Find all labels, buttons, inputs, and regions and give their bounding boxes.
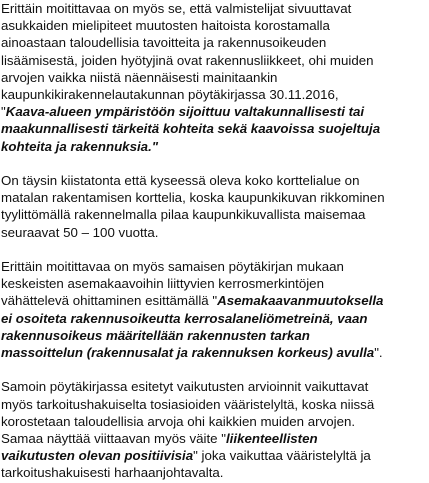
paragraph [1,0,429,155]
text-line [1,310,429,327]
body-text: Samoin pöytäkirjassa esitetyt vaikutusten arvioinnit vaikuttavat [1,379,369,395]
quoted-emphasis-text: kohteita ja rakennuksia." [1,138,159,154]
body-text: lisäämisestä, joiden hyötyjinä ovat rakennusliikkeet, ohi muiden [1,52,374,68]
text-line [1,206,429,223]
text-line [1,396,429,413]
body-text: seuraavat 50 – 100 vuotta. [1,224,159,240]
text-line [1,464,429,481]
body-text: Samaa näyttää viittaavan myös väite " [1,431,226,447]
body-text: matalan rakentamisen korttelia, koska kaupunkikuvan rikkominen [1,190,385,206]
text-line [1,430,429,447]
text-line [1,292,429,309]
text-line [1,69,429,86]
document-body [1,0,429,482]
body-text: myös tarkoitushakuiselta tosiasioiden vääristelyltä, koska niissä [1,396,375,412]
quoted-emphasis-text: massoittelun (rakennusalat ja rakennuksen korkeus) avulla [1,345,375,361]
body-text: tarkoitushakuisesti harhaanjohtavalta. [1,465,224,481]
quoted-emphasis-text: ei osoiteta rakennusoikeutta kerrosalaneliömetreinä, vaan [1,310,368,326]
text-line [1,275,429,292]
text-line [1,103,429,120]
quoted-emphasis-text: vaikutusten olevan positiivisia [1,448,194,464]
body-text: keskeisten asemakaavoihin liittyvien kerrosmerkintöjen [1,276,324,292]
body-text: kaupunkikirakennelautakunnan pöytäkirjassa 30.11.2016, [1,87,339,103]
body-text: On täysin kiistatonta että kyseessä oleva koko korttelialue on [1,173,360,189]
paragraph [1,172,429,241]
quoted-emphasis-text: rakennusoikeus määritellään rakennusten tarkan [1,327,310,343]
text-line [1,138,429,155]
body-text: " joka vaikuttaa vääristelyltä ja [193,448,371,464]
body-text: tyylittömällä rakennelmalla pilaa kaupunkikuvallista maisemaa [1,207,366,223]
text-line [1,34,429,51]
text-line [1,258,429,275]
text-line [1,52,429,69]
body-text: korostetaan taloudellisia arvoja ohi kaikkien muiden arvojen. [1,413,356,429]
quoted-emphasis-text: Asemakaavanmuutoksella [217,293,384,309]
body-text: " [1,104,6,120]
text-line [1,120,429,137]
body-text: ". [374,345,383,361]
body-text: Erittäin moitittavaa on myös se, että valmistelijat sivuuttavat [1,1,352,16]
quoted-emphasis-text: Kaava-alueen ympäristöön sijoittuu valtakunnallisesti tai [5,104,365,120]
paragraph [1,258,429,361]
text-line [1,378,429,395]
text-line [1,17,429,34]
body-text: asukkaiden mielipiteet muutosten haitoista korostamalla [1,18,330,34]
body-text: arvojen vaikka niistä näennäisesti mainitaankin [1,69,278,85]
quoted-emphasis-text: liikenteellisten [225,431,318,447]
text-line [1,189,429,206]
text-line [1,447,429,464]
text-line [1,86,429,103]
text-line [1,344,429,361]
body-text: ainoastaan taloudellisia tavoitteita ja rakennusoikeuden [1,35,327,51]
text-line [1,172,429,189]
text-line [1,224,429,241]
paragraph [1,378,429,481]
quoted-emphasis-text: maakunnallisesti tärkeitä kohteita sekä kaavoissa suojeltuja [1,121,381,137]
text-line [1,413,429,430]
text-line [1,0,429,17]
body-text: vähättelevä ohittaminen esittämällä " [1,293,218,309]
body-text: Erittäin moitittavaa on myös samaisen pöytäkirjan mukaan [1,259,344,275]
text-line [1,327,429,344]
